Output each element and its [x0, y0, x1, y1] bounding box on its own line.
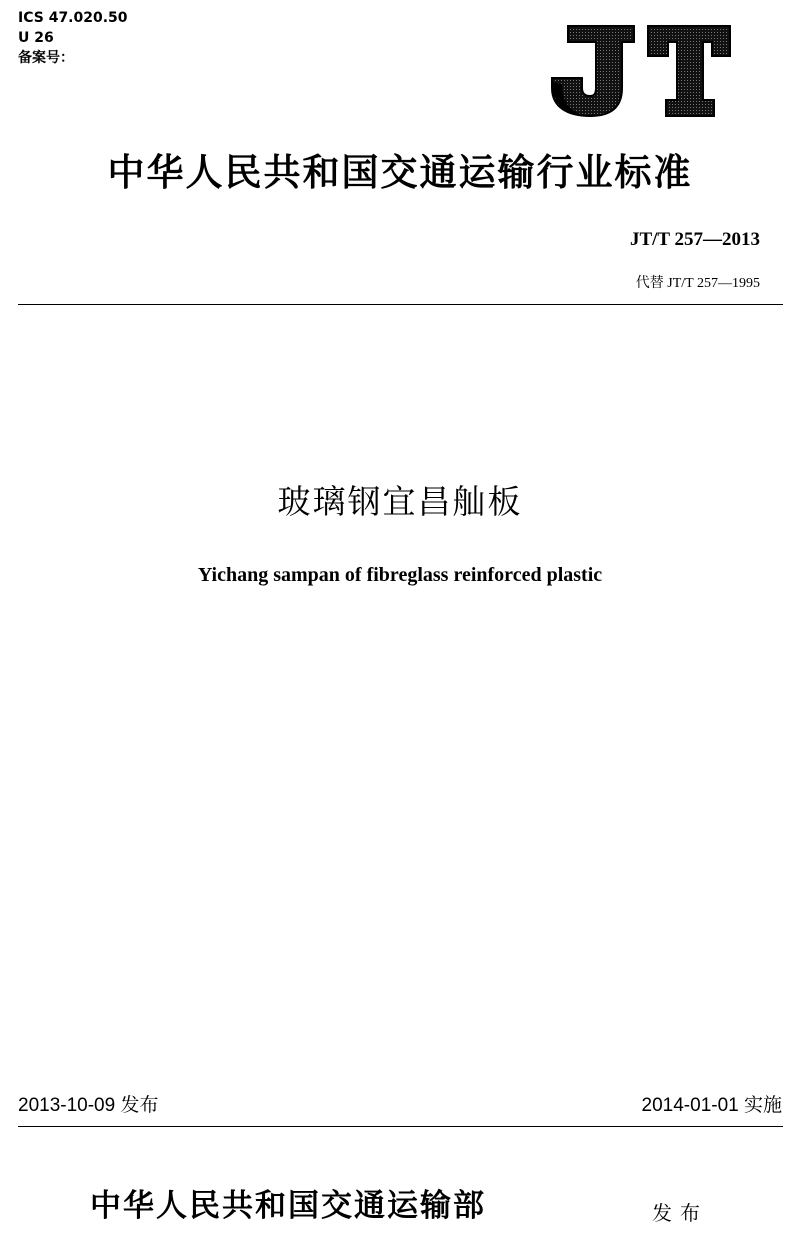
- standard-category-title: 中华人民共和国交通运输行业标准: [107, 150, 693, 194]
- replaces-standard: 代替 JT/T 257—1995: [635, 276, 760, 291]
- ics-code: ICS 47.020.50: [18, 10, 128, 26]
- publisher-name: 中华人民共和国交通运输部: [90, 1188, 486, 1224]
- document-title-en: Yichang sampan of fibreglass reinforced plastic: [197, 564, 603, 586]
- top-divider: [18, 304, 783, 305]
- issue-date: 2013-10-09 发布: [18, 1095, 159, 1116]
- jt-logo: [548, 22, 734, 122]
- classification-code: U 26: [18, 30, 54, 46]
- document-title-cn: 玻璃钢宜昌舢板: [277, 482, 523, 521]
- publish-label: 发布: [652, 1201, 708, 1225]
- record-number-label: 备案号：: [18, 50, 74, 66]
- effective-date: 2014-01-01 实施: [641, 1095, 782, 1116]
- bottom-divider: [18, 1126, 783, 1127]
- standard-number: JT/T 257—2013: [629, 229, 760, 250]
